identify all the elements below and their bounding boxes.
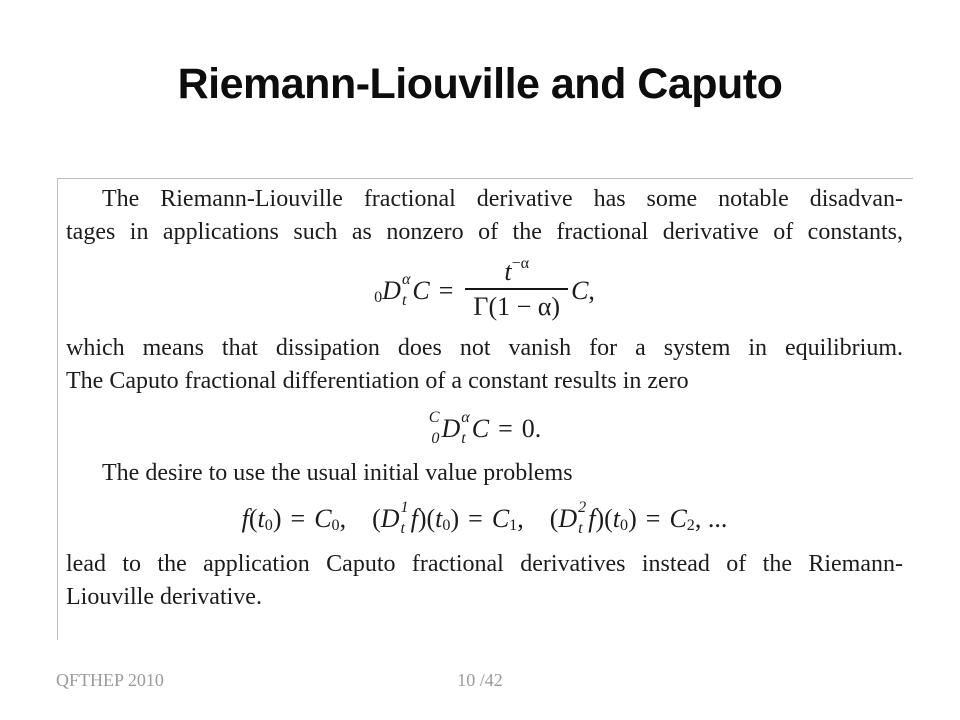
- paragraph-conclusion: [66, 548, 903, 614]
- formula-caputo-of-constant: C 0 D α t C = 0.: [428, 408, 542, 447]
- text-line: The desire to use the usual initial value problems: [102, 459, 573, 486]
- text-line: tages in applications such as nonzero of the fractional derivative of constants,: [66, 219, 903, 245]
- paragraph-initial-value: [66, 457, 903, 490]
- text-line: lead to the application Caputo fractional derivatives instead of the Riemann-: [66, 551, 903, 578]
- text-line: which means that dissipation does not vanish for a system in equilibrium.: [66, 334, 903, 361]
- formula-initial-value-conditions: f ( t 0 ) = C 0 , ( D 1 t f )( t 0 ) = C 1 , ( D 2 t f )( t 0 ) = C 2 , ...: [241, 498, 728, 537]
- slide-footer: [0, 670, 960, 691]
- footer-page-number: 10 /42: [457, 670, 503, 690]
- text-line: Liouville derivative.: [66, 584, 262, 611]
- formula-riemann-liouville-of-constant: 0 D α t C = t −α Γ(1 − α) C ,: [66, 257, 903, 324]
- slide-title: Riemann-Liouville and Caputo: [177, 60, 783, 108]
- text-line: The Riemann-Liouville fractional derivative has some notable disadvan-: [102, 186, 903, 212]
- paragraph-dissipation: [66, 332, 903, 398]
- paragraph-disadvantages: [66, 183, 903, 249]
- content-image: [57, 178, 913, 640]
- footer-conference-label: QFTHEP 2010: [56, 670, 164, 690]
- text-line: The Caputo fractional differentiation of a constant results in zero: [66, 367, 689, 394]
